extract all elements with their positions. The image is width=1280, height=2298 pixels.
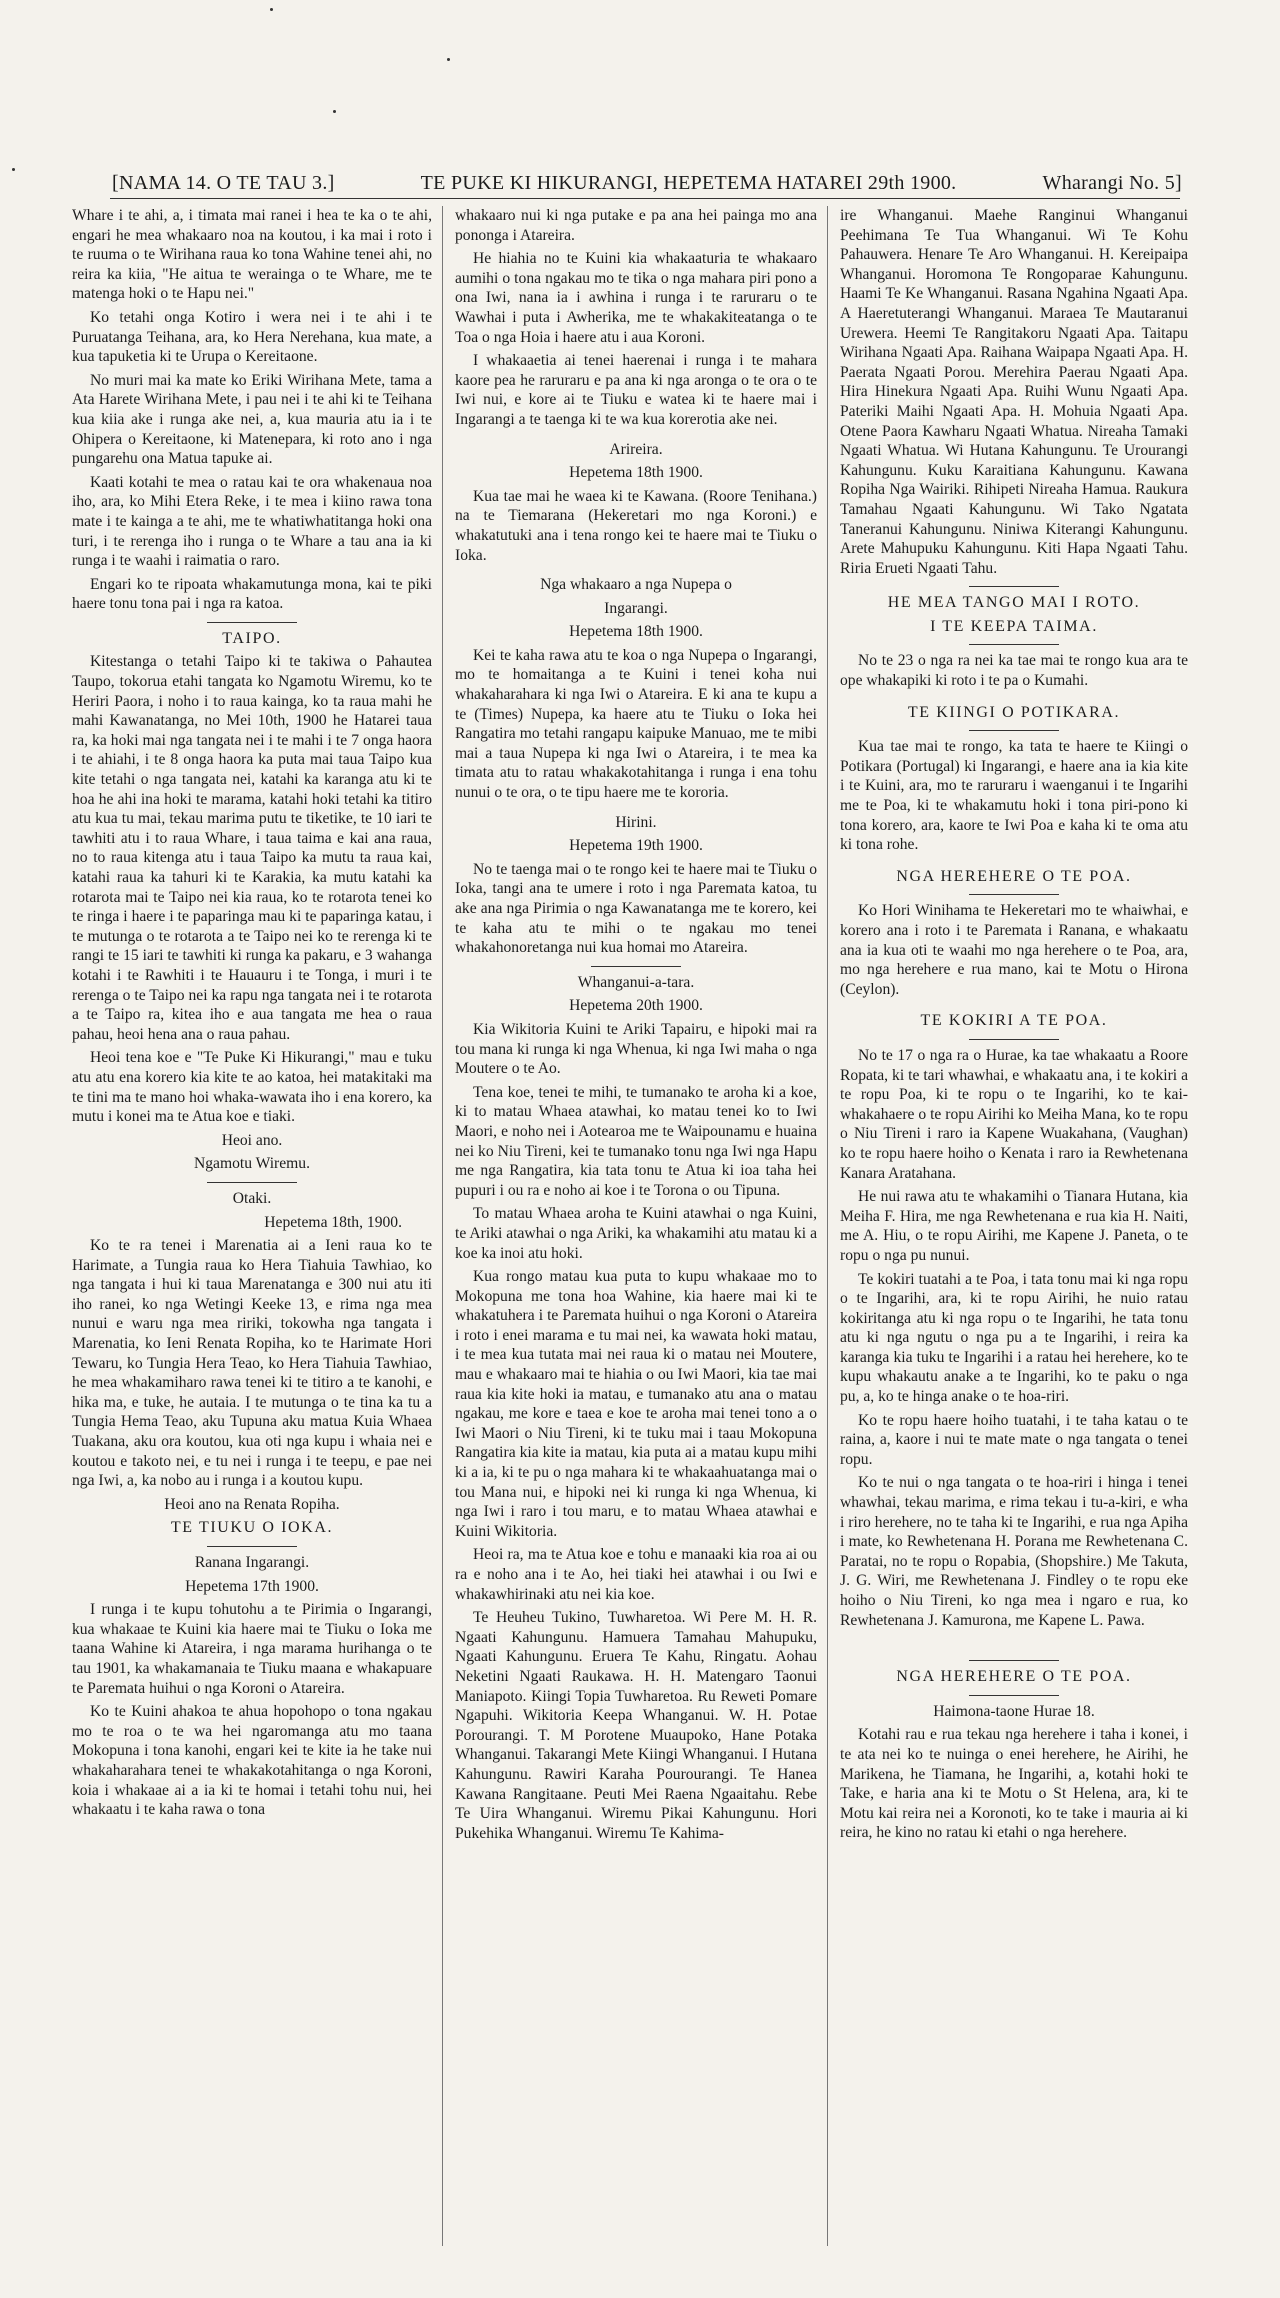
dateline-date: Hepetema 18th, 1900. [264,1213,402,1231]
section-heading: TE KOKIRI A TE POA. [920,1012,1108,1030]
column-3 [840,206,1188,1847]
section-rule [207,1546,297,1547]
newspaper-title: TE PUKE KI HIKURANGI, HEPETEMA HATAREI 29th 1900. [420,172,957,194]
article-paragraph: Engari ko te ripoata whakamutunga mona, kai te piki haere tonu tona pai i nga ra katoa. [72,575,432,613]
signatories-list: Te Heuheu Tukino, Tuwharetoa. Wi Pere M. H. R. Ngaati Kahungunu. Hamuera Tamahau Mahupuku, Ngaati Kahungunu. Eruera Te Kahu, Ringatu. Aohau Neketini Ngaati Raukawa. H. H. Matengaro Taonui Maniapoto. Kiingi Topia Tuwharetoa. Ru Reweti Pomare Ngapuhi. Wikitoria Keepa Whanganui. W. H. Potae Porourangi. T. M Porotene Muaupoko, Hane Potaka Whanganui. Takarangi Mete Kiingi Whanganui. I Hutana Kahungunu. Rawiri Karaha Pourourangi. Te Hanea Kawana Rangitaane. Peuti Mei Raena Ngaaitahu. Rebe Te Uira Whanganui. Wiremu Pikai Kahungunu. Hori Pukehika Whanganui. Wiremu Te Kahima- [455,1609,817,1842]
section-heading: TAIPO. [222,629,282,647]
article-paragraph: Kotahi rau e rua tekau nga herehere i taha i konei, i te ata nei ko te nuinga o enei herehere, he Airihi, he Marikena, he Tiamana, he Ingarihi, a, kotahi hoki te Take, e haria ana ki te Motu o St Helena, ara, ki te Motu kai reira nei a Koronoti, ko te take i mauria ai ki reira, he kino no ratau ki etahi o nga herehere. [840,1726,1188,1842]
article-paragraph: No te taenga mai o te rongo kei te haere mai te Tiuku o Ioka, tangi ana te umere i roto i nga Paremata katoa, tu ake ana nga Pirimia o nga Kawanatanga me te korero, kei te kaha atu te mihi o te ngakau mo tenei whakahonoretanga nui kua homai mo Atareira. [455,860,817,957]
section-heading: TE KIINGI O POTIKARA. [907,703,1121,721]
signatories-list: ire Whanganui. Maehe Ranginui Whanganui Peehimana Te Tua Whanganui. Wi Te Kohu Pahauwera. Henare Te Aro Whanganui. H. Kereipaipa Whanganui. Horomona Te Rongoparae Kahungunu. Haami Te Ke Whanganui. Rasana Ngahina Ngaati Apa. A Haeretuterangi Whanganui. Maraea Te Mautaranui Urewera. Heemi Te Rangitakoru Ngaati Apa. Taitapu Wirihana Ngaati Apa. Raihana Waipapa Ngaati Apa. H. Paerata Ngaati Porou. Merehira Paerau Ngaati Apa. Hira Hinekura Ngaati Apa. Ruihi Wunu Ngaati Apa. Pateriki Maihi Ngaati Apa. H. Mohuia Ngaati Apa. Otene Paora Kawharu Ngaati Whatua. Nireaha Tamaki Ngaati Whatua. Wi Hutana Kahungunu. Te Urourangi Kahungunu. Kuku Karaitiana Kahungunu. Kawana Ropiha Nga Wairiki. Rihipeti Nireaha Hamua. Raukura Tamahau Ngaati Kahungunu. Wi Tako Ngatata Taneranui Kahungunu. Niniwa Kiterangi Kahungunu. Arete Mahupuku Kahungunu. Kiti Hapa Ngaati Tahu. Riria Erueti Ngaati Tahu. [840,207,1188,577]
signoff: Heoi ano. [221,1131,283,1149]
section-rule [207,1182,297,1183]
page-header [112,172,1182,195]
column-2 [455,206,817,1847]
page-number: Wharangi No. 5] [1042,172,1182,194]
article-paragraph: Kua tae mai he waea ki te Kawana. (Roore Tenihana.) na te Tiemarana (Hekeretari mo nga Koroni.) e whakatutuki ana i tena rongo kei te haere mai te Tiuku o Ioka. [455,487,817,564]
print-speck [12,168,15,171]
article-paragraph: Heoi ra, ma te Atua koe e tohu e manaaki kia roa ai ou ra e noho ana i te Ao, hei tiaki hei atawhai i ou Iwi e whakawhirinaki atu nei kia koe. [455,1546,817,1603]
signoff-name: Ngamotu Wiremu. [193,1155,311,1173]
dateline-place: Otaki. [232,1189,272,1207]
header-rule [110,198,1180,199]
signoff: Heoi ano na Renata Ropiha. [164,1495,340,1513]
article-paragraph: I whakaaetia ai tenei haerenai i runga i te mahara kaore pea he raruraru e pa ana ki nga aronga o te ora o te Iwi nui, e kore ai te Tiuku e watea ki te haere mai i Ingarangi a te taenga ki te wa kua korerotia ake nei. [455,352,817,428]
section-heading: NGA HEREHERE O TE POA. [896,1668,1132,1686]
dateline-date: Hepetema 19th 1900. [569,837,703,855]
dateline-heading: Nga whakaaro a nga Nupepa o [540,576,732,594]
dateline-place: Ranana Ingarangi. [194,1554,310,1571]
article-paragraph: Kia Wikitoria Kuini te Ariki Tapairu, e hipoki mai ra tou mana ki runga ki nga Whenua, ki nga Iwi maha o nga Moutere o te Ao. [455,1020,817,1078]
article-paragraph: He hiahia no te Kuini kia whakaaturia te whakaaro aumihi o tona ngakau mo te tika o nga mahara piri pono a ona Iwi, nana ia i awhina i runga i te raruraru o te Wawhai i puta i Awherika, me te whakakiteatanga o te Toa o nga Hoia i haere atu i aua Koroni. [455,250,817,346]
dateline-date: Hepetema 20th 1900. [569,997,703,1015]
section-rule [969,644,1059,645]
section-rule [969,1695,1059,1696]
section-heading: TE TIUKU O IOKA. [170,1519,334,1537]
section-heading: NGA HEREHERE O TE POA. [896,867,1132,885]
article-paragraph: Kei te kaha rawa atu te koa o nga Nupepa o Ingarangi, mo te homaitanga a te Kuini i tenei koha nui whakaharahara ki nga Iwi o Atareira. E ki ana te kupu a te (Times) Nupepa, ka haere atu te Tiuku o Ioka hei Rangatira mo tetahi rangapu kaipuke Manuao, me te mibi mai a taua Nupepa ki nga Iwi o Atareira, i te mea ka timata atu to ratau whakakotahitanga i runga i ena tohu nunui o te ora, o te tipu haere me te kororia. [455,646,817,802]
issue-label: [NAMA 14. O TE TAU 3.] [112,172,335,194]
print-speck [333,110,336,113]
article-paragraph: Ko te ropu haere hoiho tuatahi, i te taha katau o te raina, a, kaore i nui te mate mate o nga tangata o tenei ropu. [840,1411,1188,1468]
dateline-date: Hepetema 17th 1900. [185,1577,319,1595]
dateline-heading: Ingarangi. [604,599,668,617]
article-paragraph: Heoi tena koe e "Te Puke Ki Hikurangi," mau e tuku atu atu ena korero kia kite te ao katoa, hei matakitaki ma te tini ma te mano hoi whaka-wawata iho i ena korero, ka mutu i konei ma te Atua koe e tiaki. [72,1049,432,1126]
article-paragraph: No muri mai ka mate ko Eriki Wirihana Mete, tama a Ata Harete Wirihana Mete, i pau nei i te ahi ki te Teihana kua kiia ake i runga ake nei, a, kua mauria atu ia i te Ohipera o Kereitaone, ki Matenepara, ki roto ano i nga pungarehu ona Matua tapuke ai. [72,371,432,468]
dateline-place: Haimona-taone Hurae 18. [933,1702,1095,1720]
section-rule [969,730,1059,731]
article-paragraph: No te 23 o nga ra nei ka tae mai te rongo kua ara te ope whakapiki ki roto i te pa o Kumahi. [840,652,1188,690]
article-paragraph: Ko te nui o nga tangata o te hoa-riri i hinga i tenei whawhai, tekau marima, e rima tekau i tu-a-kiri, e wha i riro herehere, no te taha ki te Ingarihi, e rua nga Apiha i mate, ko Rewhetenana H. Porana me Rewhetenana C. Paratai, no te ropu o Ropabia, (Shopshire.) Me Takuta, J. G. Wiri, me Rewhetenana J. Findley o te ropu eke hoiho o Niu Tireni, ko nga mea i ngaro e rua, ko Rewhetenana J. Kamurona, me Kapene L. Pawa. [840,1474,1188,1629]
article-paragraph: Kitestanga o tetahi Taipo ki te takiwa o Pahautea Taupo, tokorua etahi tangata ko Ngamotu Wiremu, ko te Heriri Paora, i noho i to raua kainga, ko ta raua mahi he mahi Kawanatanga, no Mei 10th, 1900 he Hatarei taua ra, ka hoki mai nga tangata nei i te mahi i te 7 onga haora i te ahiahi, i te 8 onga haora ka puta mai taua Taipo kua kite tetahi o nga tangata nei, katahi ka karanga atu ki te hoa he ahi ina hoki te marama, katahi hoki tetahi ka titiro atu kua tu mai, tekau marima putu te tiketike, te 10 iari te tawhiti atu i to raua Whare, i taua taima e kai ana raua, no to raua kitenga atu i taua Taipo ka mutu ta raua kai, katahi raua ka tahuri ki te Karakia, ka mutu katahi ka rotarota mai te Taipo nei kia raua, ko te rotarota tenei ko te ringa i haere i te paparinga mau ki te paparinga katau, i te mutunga o te rotarota a te Taipo nei ko te rerenga ki te rangi te 15 iari te tawhiti ki runga ka pakaru, e 3 wahanga kotahi i te Rawhiti i te Hauauru i te Tonga, i muri i te rerenga o te Taipo nei ka rapu nga tangata nei i te rotarota a te Taipo ra, kitea iho e aua tangata me hea o raua pahau, heoi hena ana o raua pahau. [72,653,432,1043]
print-speck [447,58,450,61]
column-1 [72,206,432,1824]
article-paragraph: He nui rawa atu te whakamihi o Tianara Hutana, kia Meiha F. Hira, me nga Rewhetenana e rua kia H. Naiti, me A. Hiu, o te ropu Airihi, me Kapene J. Paneta, o te ropu o nga pu nunui. [840,1188,1188,1264]
article-paragraph: whakaaro nui ki nga putake e pa ana hei painga mo ana pononga i Atareira. [455,207,817,244]
print-speck [270,8,273,11]
article-paragraph: Ko Hori Winihama te Hekeretari mo te whaiwhai, e korero ana i roto i te Paremata i Ranana, e whakaatu ana ia kua oti te waahi mo nga herehere o te Poa, ara, mo nga herehere e rua mano, kai te Motu o Hirona (Ceylon). [840,902,1188,998]
dateline-date: Hepetema 18th 1900. [569,623,703,641]
section-rule [969,894,1059,895]
article-paragraph: I runga i te kupu tohutohu a te Pirimia o Ingarangi, kua whakaae te Kuini kia haere mai te Tiuku o Ioka me taana Wahine ki Atareira, i nga marama hurihanga o te tau 1901, ka whakamanaia te Tiuku maana e whakapuare te Paremata huihui o nga Koroni o Atareira. [72,1601,432,1697]
section-rule [591,966,681,967]
article-paragraph: Ko te Kuini ahakoa te ahua hopohopo o tona ngakau mo te roa o te wa hei ngaromanga atu mo taana Mokopuna i tona kanohi, engari kei te kite ia he take nui whakaharahara tenei te whakakotahitanga o nga Koroni, koia i whakaae ai a ia ki te homai i tetahi tohu nui, hei whakaatu i te kaha rawa o tona [72,1703,432,1819]
article-paragraph: Kua rongo matau kua puta to kupu whakaae mo to Mokopuna me tona hoa Wahine, kia haere mai ki te whakatuhera i te Paremata huihui o nga Koroni o Atareira i roto i enei marama e tu mai nei, ka wawata hoki matau, i te mea kua tutata mai nei raua ki o matau nei Moutere, mau e whakaaro mai te hiahia o ou Iwi Maori, kia tae mai raua kia kite hoki ia matau, e tumanako atu ana o matau ngakau, me kore e taea e koe te aroha mai tenei tono a o Iwi Maori o Niu Tireni, ki te tuku mai i taau Mokopuna Rangatira kia kite ia matau, kia puta ai a matau kupu mihi ki a ia, ki te pu o nga mahara ki te whakaahuatanga mai o tou Mana nui, e hipoki nei ki runga ki nga Whenua, ki nga Iwi i raro i tou maru, e to matau Whaea atawhai e Kuini Wikitoria. [455,1268,817,1540]
article-paragraph: To matau Whaea aroha te Kuini atawhai o nga Kuini, te Ariki atawhai o nga Ariki, ka whakamihi atu matau ki a koe ka inoi atu hoki. [455,1205,817,1262]
dateline-place: Hirini. [615,813,657,831]
dateline-place: Whanganui-a-tara. [577,973,695,991]
article-paragraph: Kua tae mai te rongo, ka tata te haere te Kiingi o Potikara (Portugal) ki Ingarangi, e haere ana ia kia kite i te Kuini, ara, mo te raruraru i waenganui i te Ingarihi me te Poa, ki te whakamutu hoki i tona piri-pono ki tona korero, ara, kaore te Iwi Poa e kaha ki te oma atu ki tona rohe. [840,738,1188,854]
article-paragraph: Tena koe, tenei te mihi, te tumanako te aroha ki a koe, ki to matau Whaea atawhai, ko matau tenei ko to Iwi Maori, e noho nei i Aotearoa me te Waipounamu e huaina nei ko Niu Tireni, kei te tumanako tonu nga Iwi nga Hapu me nga Rangatira, kia tata tonu te Atua ki ioa taha hei pupuri i ou ra e noho ai koe i te Torona o ou Tipuna. [455,1083,817,1199]
section-rule [969,1660,1059,1661]
section-rule [969,586,1059,587]
dateline-date: Hepetema 18th 1900. [569,464,703,482]
article-paragraph: Te kokiri tuatahi a te Poa, i tata tonu mai ki nga ropu o te Ingarihi, ara, ki te ropu Airihi, he nuio ratau kokiritanga atu ki nga ropu o te Ingarihi, he tata tonu atu ki nga ngutu o nga pu a te Ingarihi, i reira ka karanga kia tuku te Ingarihi i a ratau hei herehere, ko te kupu whakautu anake a te Ingarihi, ko te paku o nga pu, a, ko te hinga anake o te hoa-riri. [840,1270,1188,1406]
article-paragraph: Whare i te ahi, a, i timata mai ranei i hea te ka o te ahi, engari he mea whakaaro noa na koutou, i ka mai i roto i te ruuma o te Wirihana raua ko tona Wahine tenei ahi, no reira ka kiia, "He aitua te werainga o te Whare, me te matenga hoki o te Hapu nei." [72,207,432,303]
article-paragraph: Kaati kotahi te mea o ratau kai te ora whakenaua noa iho, ara, ko Mihi Etera Reke, i te mea i kiino rawa tona mate i te kainga a te ahi, me te whatiwhatitanga hoki ona turi, i te rerenga iho i runga o te Whare a tau ana ia ki runga i te waahi i raimatia o raro. [72,473,432,570]
section-rule [207,622,297,623]
article-paragraph: No te 17 o nga ra o Hurae, ka tae whakaatu a Roore Ropata, ki te tari whawhai, e whakaatu ana, i te kokiri a te ropu Poa, ki te ropu o te Ingarihi, ko te kai- whakahaere o te ropu Airihi ko Meiha Mana, ko te ropu o Niu Tireni i raro ia Kapene Wuakahana, (Vaughan) ko te ropu haere hoiho o Kenata i raro ia Rewhetenana Kanara Aratahana. [840,1046,1188,1182]
dateline-place: Arireira. [609,440,663,458]
article-paragraph: Ko tetahi onga Kotiro i wera nei i te ahi i te Puruatanga Teihana, ara, ko Hera Nerehana, kua mate, a kua tapuketia ki te Urupa o Kereitaone. [72,308,432,366]
section-heading: HE MEA TANGO MAI I ROTO. [887,594,1141,612]
article-paragraph: Ko te ra tenei i Marenatia ai a Ieni raua ko te Harimate, a Tungia raua ko Hera Tiahuia Tawhiao, ko nga tangata i hui ki taua Marenatanga e 300 nui atu iti iho ranei, ko nga Wetingi Keeke 13, e rima nga mea nunui e waru nga mea ririki, tokowha nga tangata i Marenatia, ko Ieni Renata Ropiha, ko te Harimate Hori Tewaru, ko Tungia Hera Teao, ko Hera Tiahuia Tawhiao, he mea whakamiharo rawa tenei ki te titiro a te kanohi, e hika ma, e tuke, he autaia. I te mutunga o te tina ka tu a Tungia Hema Teao, aku Tupuna aku matua Kuia Whaea Tuakana, aku ora koutou, kua oti nga kupu i whaia nei e koutou e takoto nei, e tu nei i runga i te teepu, e pae nei nga Iwi, a, ka nobo au i runga i a koutou kupu. [72,1237,432,1490]
section-subheading: I TE KEEPA TAIMA. [930,617,1098,635]
column-divider [442,206,443,2246]
section-rule [969,1039,1059,1040]
column-divider [827,206,828,2246]
